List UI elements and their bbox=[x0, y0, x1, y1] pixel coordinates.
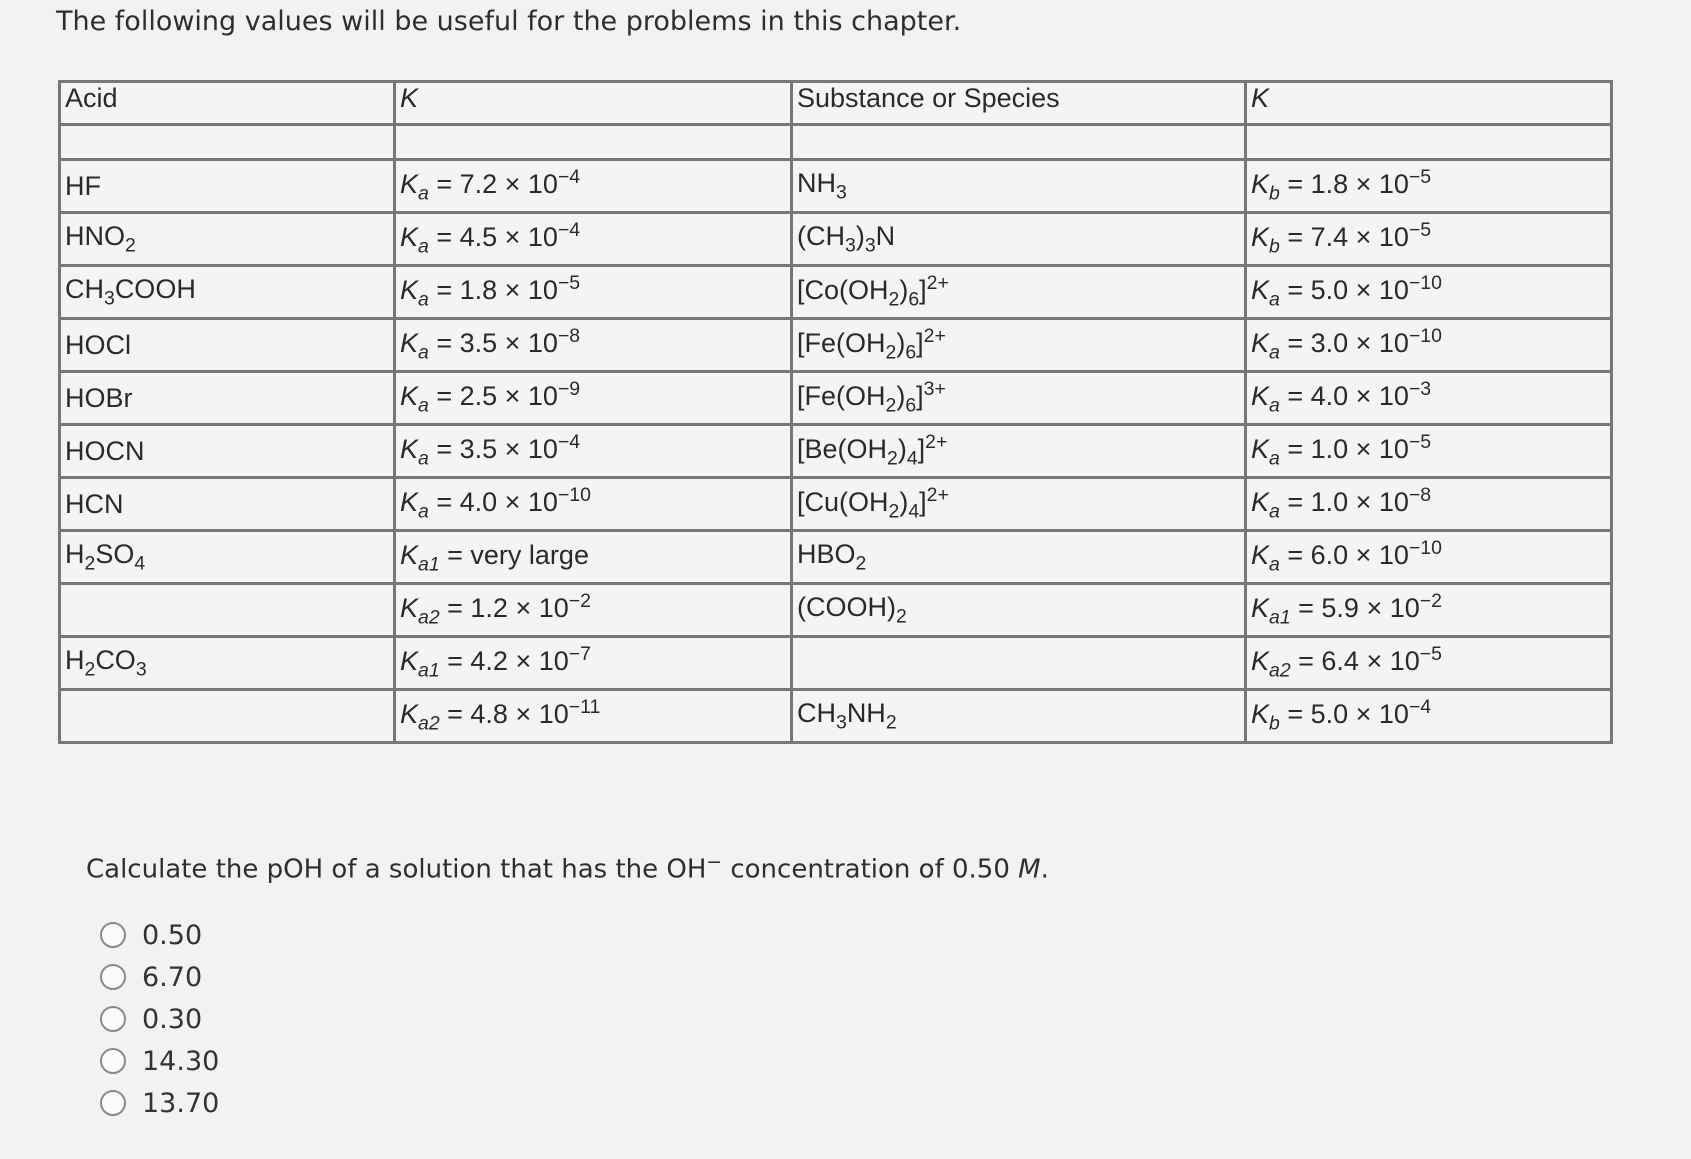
species-k-cell: $K_a = 1.0 \times 10^{-8}$ bbox=[1246, 478, 1612, 531]
intro-text: The following values will be useful for the problems in this chapter. bbox=[56, 6, 962, 37]
acid-k-cell: $K_a = 3.5 \times 10^{-4}$ bbox=[395, 425, 792, 478]
acid-cell: HCN bbox=[60, 478, 395, 531]
answer-choices bbox=[100, 914, 219, 1124]
species-k-cell: $K_b = 5.0 \times 10^{-4}$ bbox=[1246, 690, 1612, 743]
table-header-row bbox=[60, 82, 1612, 125]
species-k-cell: $K_a = 6.0 \times 10^{-10}$ bbox=[1246, 531, 1612, 584]
answer-option-label: 0.50 bbox=[142, 919, 203, 951]
radio-button-icon[interactable] bbox=[100, 1006, 126, 1032]
acid-cell: $H_2CO_3$ bbox=[60, 637, 395, 690]
header-k2: K bbox=[1246, 82, 1612, 125]
acid-k-cell: $K_a = 4.0 \times 10^{-10}$ bbox=[395, 478, 792, 531]
acid-cell bbox=[60, 584, 395, 637]
table-row bbox=[60, 425, 1612, 478]
species-cell: $[Be(OH_2)_4]^{2+}$ bbox=[792, 425, 1246, 478]
species-cell: $[Fe(OH_2)_6]^{2+}$ bbox=[792, 319, 1246, 372]
radio-button-icon[interactable] bbox=[100, 922, 126, 948]
header-acid: Acid bbox=[60, 82, 395, 125]
species-cell: $NH_3$ bbox=[792, 160, 1246, 213]
table-row bbox=[60, 160, 1612, 213]
species-k-cell: $K_b = 7.4 \times 10^{-5}$ bbox=[1246, 213, 1612, 266]
acid-cell: $H_2SO_4$ bbox=[60, 531, 395, 584]
acid-k-cell: $K_a = 4.5 \times 10^{-4}$ bbox=[395, 213, 792, 266]
species-k-cell: $K_a = 3.0 \times 10^{-10}$ bbox=[1246, 319, 1612, 372]
species-cell: $[Cu(OH_2)_4]^{2+}$ bbox=[792, 478, 1246, 531]
acid-k-cell: $K_{a2} = 1.2 \times 10^{-2}$ bbox=[395, 584, 792, 637]
answer-option[interactable] bbox=[100, 1040, 219, 1082]
acid-cell: $CH_3COOH$ bbox=[60, 266, 395, 319]
species-k-cell: $K_{a2} = 6.4 \times 10^{-5}$ bbox=[1246, 637, 1612, 690]
species-cell: $CH_3NH_2$ bbox=[792, 690, 1246, 743]
radio-button-icon[interactable] bbox=[100, 1090, 126, 1116]
answer-option[interactable] bbox=[100, 914, 219, 956]
acid-k-cell: $K_{a1} = 4.2 \times 10^{-7}$ bbox=[395, 637, 792, 690]
acid-cell: HOCN bbox=[60, 425, 395, 478]
acid-cell bbox=[60, 690, 395, 743]
answer-option[interactable] bbox=[100, 1082, 219, 1124]
acid-k-cell: $K_a = 1.8 \times 10^{-5}$ bbox=[395, 266, 792, 319]
table-row bbox=[60, 319, 1612, 372]
table-row bbox=[60, 531, 1612, 584]
constants-table-container bbox=[58, 80, 1610, 744]
answer-option[interactable] bbox=[100, 956, 219, 998]
radio-button-icon[interactable] bbox=[100, 964, 126, 990]
species-k-cell: $K_{a1} = 5.9 \times 10^{-2}$ bbox=[1246, 584, 1612, 637]
answer-option[interactable] bbox=[100, 998, 219, 1040]
question-text: Calculate the pOH of a solution that has the OH− concentration of 0.50 M. bbox=[86, 852, 1049, 885]
acid-k-cell: $K_a = 3.5 \times 10^{-8}$ bbox=[395, 319, 792, 372]
species-cell: $[Fe(OH_2)_6]^{3+}$ bbox=[792, 372, 1246, 425]
answer-option-label: 6.70 bbox=[142, 961, 203, 993]
answer-option-label: 14.30 bbox=[142, 1045, 220, 1077]
table-row bbox=[60, 584, 1612, 637]
species-k-cell: $K_a = 5.0 \times 10^{-10}$ bbox=[1246, 266, 1612, 319]
acid-k-cell: $K_{a2} = 4.8 \times 10^{-11}$ bbox=[395, 690, 792, 743]
species-cell: $(COOH)_2$ bbox=[792, 584, 1246, 637]
acid-k-cell: $K_a = 2.5 \times 10^{-9}$ bbox=[395, 372, 792, 425]
table-row bbox=[60, 690, 1612, 743]
species-cell: $[Co(OH_2)_6]^{2+}$ bbox=[792, 266, 1246, 319]
table-row bbox=[60, 478, 1612, 531]
table-row bbox=[60, 266, 1612, 319]
header-species: Substance or Species bbox=[792, 82, 1246, 125]
table-row bbox=[60, 372, 1612, 425]
table-spacer-row bbox=[60, 125, 1612, 160]
answer-option-label: 13.70 bbox=[142, 1087, 220, 1119]
answer-option-label: 0.30 bbox=[142, 1003, 203, 1035]
species-k-cell: $K_b = 1.8 \times 10^{-5}$ bbox=[1246, 160, 1612, 213]
acid-cell: HF bbox=[60, 160, 395, 213]
acid-k-cell: $K_a = 7.2 \times 10^{-4}$ bbox=[395, 160, 792, 213]
table-row bbox=[60, 637, 1612, 690]
acid-cell: HOBr bbox=[60, 372, 395, 425]
header-k: K bbox=[395, 82, 792, 125]
constants-table bbox=[58, 80, 1613, 744]
acid-cell: $HNO_2$ bbox=[60, 213, 395, 266]
species-k-cell: $K_a = 4.0 \times 10^{-3}$ bbox=[1246, 372, 1612, 425]
table-row bbox=[60, 213, 1612, 266]
species-cell: $(CH_3)_3N$ bbox=[792, 213, 1246, 266]
acid-cell: HOCl bbox=[60, 319, 395, 372]
radio-button-icon[interactable] bbox=[100, 1048, 126, 1074]
species-cell bbox=[792, 637, 1246, 690]
species-cell: $HBO_2$ bbox=[792, 531, 1246, 584]
acid-k-cell: $K_{a1}$ = very large bbox=[395, 531, 792, 584]
species-k-cell: $K_a = 1.0 \times 10^{-5}$ bbox=[1246, 425, 1612, 478]
